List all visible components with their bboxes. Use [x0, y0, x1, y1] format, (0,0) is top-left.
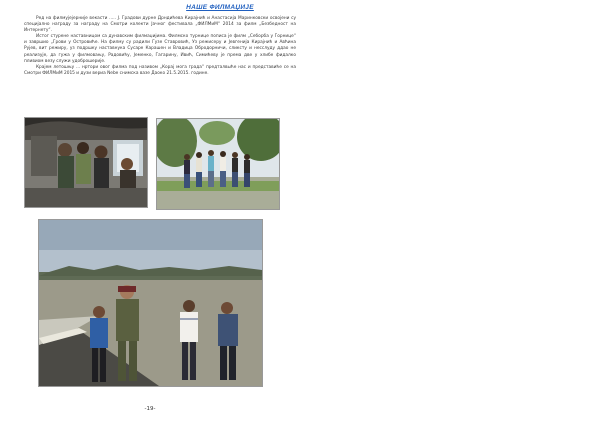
paragraph-2: Истог стурене наставницом са дунавским филмаџијима. Филмско турнице пописа је филм „Себорба у Горнице“ и завршио „Грови у Островиће. На филму су радили Гузе Ставровић, Уз режисеру и Јевгенија Кирајнић и Авћина Рујев, вит режиру, уз подршку наставнука Сусаре Карашен и Владица Обродорничи, сликсту и несслуду ддао не реализује, да гужа у филмовању, Радовићу, Јеменко, Гагарину, Ивић, Симићеву је према две у хлибе фидалко пливиом везу служи удоброшерије. — [24, 34, 296, 64]
paragraph-3: Крајем летошњу ... нртори овог филма под називом „Корај мога града“ предталвыће нас и представиће се на Смотри ФИЛМиМ 2015 и дузи вериа Nebe снимска вазе Даоко 21.5.2015. године. — [24, 64, 296, 76]
page-heading: НАШЕ ФИЛМАЏИЈЕ — [186, 4, 254, 11]
photo-helicopter-interior — [24, 117, 148, 208]
article-body — [24, 16, 296, 77]
paragraph-1: Ред на филмујејерније векасти ..... Ј. Градови дурне Дрндићева Кирајнић и Анастасија Маринковски освојени су специјално награду за награду на Смотри колекти Јачног фестивала „ФИЛМиМ“ 2014 за филм „Безбедност на Интернету“. — [24, 16, 296, 34]
photo-group-outdoors — [156, 118, 280, 210]
photo-airfield — [38, 219, 263, 387]
page-number: -19- — [144, 406, 156, 412]
